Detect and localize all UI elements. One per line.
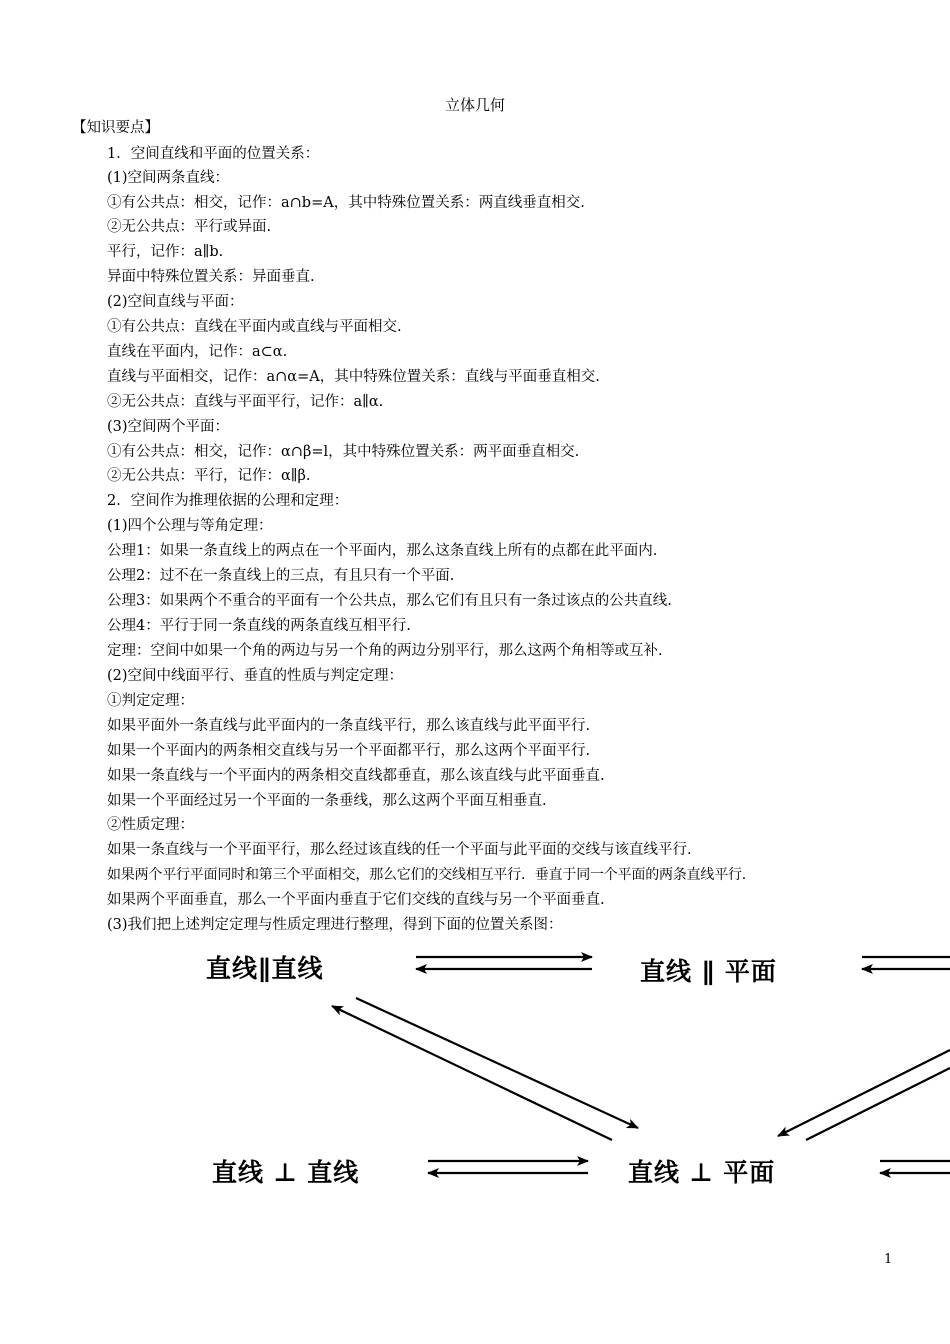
node-line-parallel-line: 直线∥直线 <box>206 954 324 983</box>
node-line-perp-plane: 直线 ⊥ 平面 <box>628 1158 776 1187</box>
text-line: 如果一条直线与一个平面内的两条相交直线都垂直，那么该直线与此平面垂直. <box>107 768 605 784</box>
arrow-diagonal-up <box>332 1006 612 1140</box>
text-line: 如果平面外一条直线与此平面内的一条直线平行，那么该直线与此平面平行. <box>107 718 591 734</box>
text-line: (2)空间直线与平面： <box>107 294 244 310</box>
text-line: (2)空间中线面平行、垂直的性质与判定定理： <box>107 668 404 684</box>
text-line: 如果两个平面垂直，那么一个平面内垂直于它们交线的直线与另一个平面垂直. <box>107 892 605 908</box>
node-line-parallel-plane: 直线 ∥ 平面 <box>640 957 777 986</box>
text-line: ②无公共点：平行，记作：α∥β. <box>107 468 311 484</box>
text-line: ①有公共点：相交，记作：α∩β=l，其中特殊位置关系：两平面垂直相交. <box>107 444 580 460</box>
text-line: 平行，记作：a∥b. <box>107 244 224 260</box>
text-line: 2．空间作为推理依据的公理和定理： <box>107 493 349 509</box>
arrow-diagonal-right <box>806 1068 950 1140</box>
relationship-diagram <box>0 940 950 1210</box>
page-title: 立体几何 <box>444 96 505 114</box>
section-heading: 【知识要点】 <box>72 120 159 136</box>
text-line: 异面中特殊位置关系：异面垂直. <box>107 269 315 285</box>
text-line: ②无公共点：平行或异面. <box>107 219 272 235</box>
text-line: ①有公共点：直线在平面内或直线与平面相交. <box>107 319 402 335</box>
text-line: 如果一个平面内的两条相交直线与另一个平面都平行，那么这两个平面平行. <box>107 743 591 759</box>
text-line: 公理2：过不在一条直线上的三点，有且只有一个平面. <box>107 568 455 584</box>
arrow-diagonal-down <box>356 998 638 1128</box>
text-line: ②性质定理： <box>107 817 194 833</box>
text-line: (1)空间两条直线： <box>107 170 230 186</box>
text-line: 直线在平面内，记作：a⊂α. <box>107 344 288 360</box>
text-line: 如果一条直线与一个平面平行，那么经过该直线的任一个平面与此平面的交线与该直线平行. <box>107 842 692 858</box>
page-number: 1 <box>884 1252 893 1267</box>
text-line: 公理3：如果两个不重合的平面有一个公共点，那么它们有且只有一条过该点的公共直线. <box>107 593 672 609</box>
text-line: 如果两个平行平面同时和第三个平面相交，那么它们的交线相互平行．垂直于同一个平面的两条直线平行. <box>107 867 747 883</box>
text-line: 公理1：如果一条直线上的两点在一个平面内，那么这条直线上所有的点都在此平面内. <box>107 543 658 559</box>
text-line: ①有公共点：相交，记作：a∩b=A，其中特殊位置关系：两直线垂直相交. <box>107 195 585 211</box>
text-line: 定理：空间中如果一个角的两边与另一个角的两边分别平行，那么这两个角相等或互补. <box>107 643 663 659</box>
text-line: (3)空间两个平面： <box>107 419 230 435</box>
text-line: 如果一个平面经过另一个平面的一条垂线，那么这两个平面互相垂直. <box>107 793 547 809</box>
node-line-perp-line: 直线 ⊥ 直线 <box>212 1158 360 1187</box>
text-line: ①判定定理： <box>107 693 194 709</box>
text-line: 直线与平面相交，记作：a∩α=A，其中特殊位置关系：直线与平面垂直相交. <box>107 369 600 385</box>
text-line: (3)我们把上述判定定理与性质定理进行整理，得到下面的位置关系图： <box>107 917 563 933</box>
text-line: ②无公共点：直线与平面平行，记作：a∥α. <box>107 394 384 410</box>
text-line: 公理4：平行于同一条直线的两条直线互相平行. <box>107 618 411 634</box>
arrow-diagonal-right <box>778 1050 950 1136</box>
text-line: (1)四个公理与等角定理： <box>107 518 273 534</box>
text-line: 1．空间直线和平面的位置关系： <box>107 146 320 162</box>
